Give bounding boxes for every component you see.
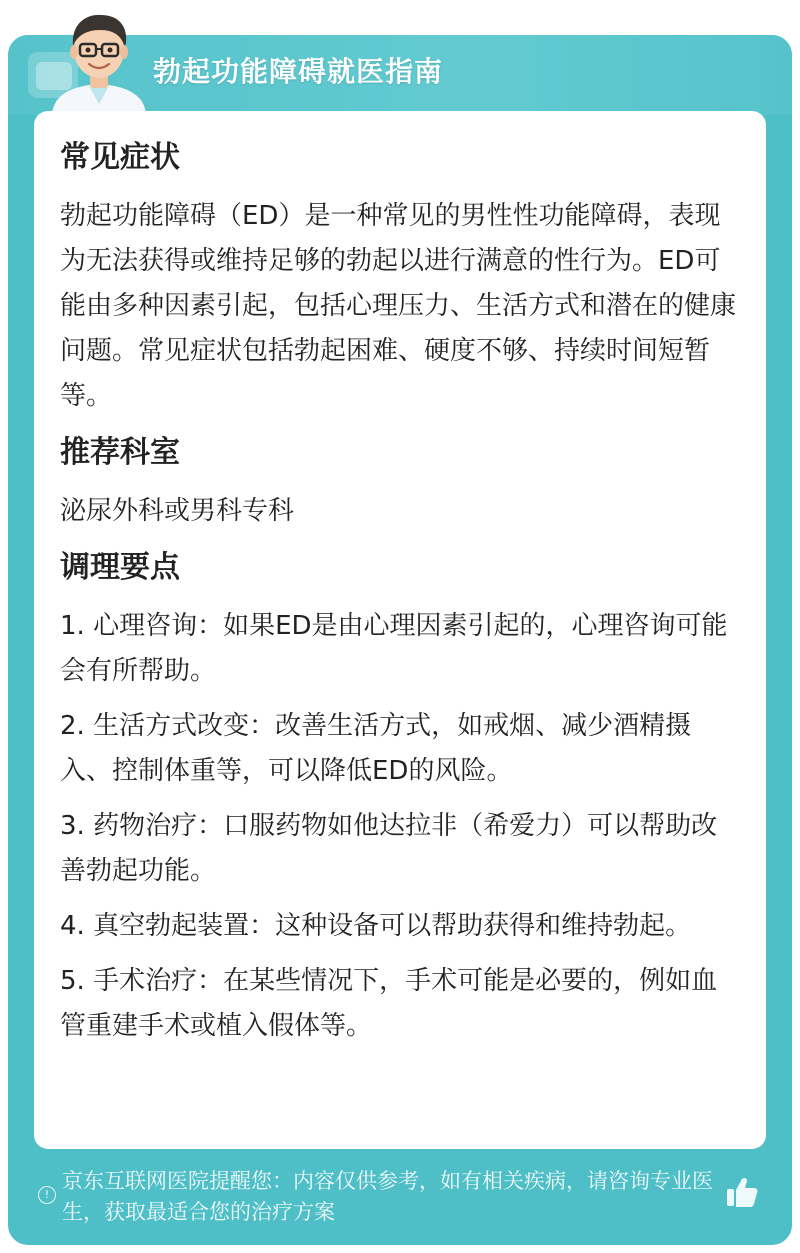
care-item: 3. 药物治疗：口服药物如他达拉非（希爱力）可以帮助改善勃起功能。: [60, 811, 718, 886]
department-text: 泌尿外科或男科专科: [60, 496, 295, 526]
symptoms-text: 勃起功能障碍（ED）是一种常见的男性性功能障碍，表现为无法获得或维持足够的勃起以进行满意的性行为。ED可能由多种因素引起，包括心理压力、生活方式和潜在的健康问题。常见症状包括勃起困难、硬度不够、持续时间短暂等。: [60, 201, 737, 411]
section-title-care: 调理要点: [60, 550, 180, 585]
thumbs-up-icon[interactable]: [724, 1174, 760, 1210]
section-title-department: 推荐科室: [60, 435, 180, 470]
care-item: 5. 手术治疗：在某些情况下，手术可能是必要的，例如血管重建手术或植入假体等。: [60, 966, 718, 1041]
disclaimer-text: 京东互联网医院提醒您：内容仅供参考，如有相关疾病，请咨询专业医生，获取最适合您的治疗方案: [62, 1169, 713, 1224]
doctor-avatar-icon: [44, 6, 154, 114]
care-item: 2. 生活方式改变：改善生活方式，如戒烟、减少酒精摄入、控制体重等，可以降低ED的风险。: [60, 711, 692, 786]
guide-content: [60, 128, 740, 1059]
footer-notice: [34, 1166, 774, 1230]
page-title: 勃起功能障碍就医指南: [153, 55, 444, 88]
info-icon: !: [38, 1186, 56, 1204]
section-title-symptoms: 常见症状: [60, 140, 180, 175]
care-item: 1. 心理咨询：如果ED是由心理因素引起的，心理咨询可能会有所帮助。: [60, 611, 728, 686]
care-item: 4. 真空勃起装置：这种设备可以帮助获得和维持勃起。: [60, 911, 692, 941]
